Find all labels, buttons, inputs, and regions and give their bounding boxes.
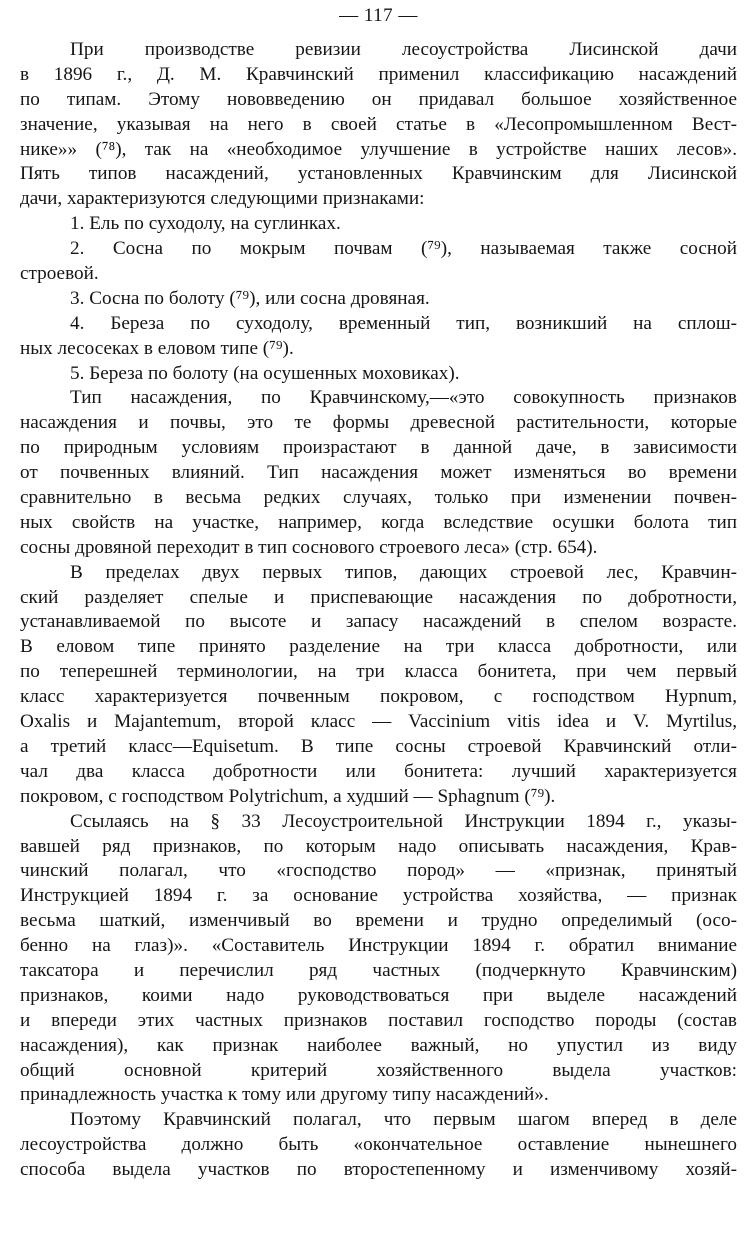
body-text (20, 38, 737, 1183)
text-line: покровом, с господством Polytrichum, а худший — Sphagnum (⁷⁹). (20, 785, 556, 807)
text-line: по теперешней терминологии, на три класса бонитета, при чем первый (20, 661, 737, 683)
text-line: нике»» (⁷⁸), так на «необходимое улучшение в устройстве наших лесов». (20, 138, 737, 160)
page-number: — 117 — (339, 5, 418, 26)
text-line: значение, указывая на него в своей статье в «Лесопромышленном Вест- (20, 113, 737, 135)
text-line: ных лесосеках в еловом типе (⁷⁹). (20, 337, 294, 359)
text-line: Oxalis и Majantemum, второй класс — Vaccinium vitis idea и V. Myrtilus, (20, 711, 737, 733)
text-line: принадлежность участка к тому или другому типу насаждений». (20, 1084, 549, 1106)
text-line: 4. Береза по суходолу, временный тип, возникший на сплош- (70, 312, 737, 334)
text-line: чинский полагал, что «господство пород» — «признак, принятый (20, 860, 737, 882)
text-line: 1. Ель по суходолу, на суглинках. (70, 213, 341, 235)
text-line: в 1896 г., Д. М. Кравчинский применил классификацию насаждений (20, 63, 737, 85)
text-line: по природным условиям произрастают в данной даче, в зависимости (20, 437, 737, 459)
text-line: лесоустройства должно быть «окончательное оставление нынешнего (20, 1134, 737, 1156)
text-line: сосны дровяной переходит в тип соснового строевого леса» (стр. 654). (20, 536, 598, 558)
text-line: насаждения и почвы, это те формы древесной растительности, которые (20, 412, 737, 434)
text-line: В пределах двух первых типов, дающих строевой лес, Кравчин- (70, 561, 737, 583)
text-line: таксатора и перечислил ряд частных (подчеркнуто Кравчинским) (20, 959, 737, 981)
text-line: общий основной критерий хозяйственного выдела участков: (20, 1059, 737, 1081)
text-line: Тип насаждения, по Кравчинскому,—«это совокупность признаков (70, 387, 737, 409)
text-line: В еловом типе принято разделение на три класса добротности, или (20, 636, 737, 658)
text-line: дачи, характеризуются следующими признаками: (20, 188, 425, 210)
text-line: способа выдела участков по второстепенному и изменчивому хозяй- (20, 1159, 737, 1181)
text-line: Поэтому Кравчинский полагал, что первым шагом вперед в деле (70, 1109, 737, 1131)
text-line: При производстве ревизии лесоустройства Лисинской дачи (70, 39, 737, 60)
text-line: устанавливаемой по высоте и запасу насаждений в спелом возрасте. (20, 611, 737, 633)
text-line: бенно на глаз)». «Составитель Инструкции 1894 г. обратил внимание (20, 935, 737, 957)
text-line: 3. Сосна по болоту (⁷⁹), или сосна дровяная. (70, 287, 430, 309)
text-line: ных свойств на участке, например, когда вследствие осушки болота тип (20, 511, 737, 533)
text-line: и впереди этих частных признаков поставил господство породы (состав (20, 1009, 737, 1031)
document-page (0, 2, 753, 1245)
text-line: вавшей ряд признаков, по которым надо описывать насаждения, Крав- (20, 835, 737, 857)
text-line: признаков, коими надо руководствоваться при выделе насаждений (20, 984, 737, 1006)
text-line: насаждения), как признак наиболее важный, но упустил из виду (20, 1034, 737, 1056)
text-line: ский разделяет спелые и приспевающие насаждения по добротности, (20, 586, 737, 608)
text-line: чал два класса добротности или бонитета: лучший характеризуется (20, 760, 737, 782)
text-line: от почвенных влияний. Тип насаждения может изменяться во времени (20, 462, 737, 484)
text-line: Пять типов насаждений, установленных Кравчинским для Лисинской (20, 163, 737, 185)
text-line: Инструкцией 1894 г. за основание устройства хозяйства, — признак (20, 885, 737, 907)
text-line: 5. Береза по болоту (на осушенных моховиках). (70, 362, 460, 384)
text-line: класс характеризуется почвенным покровом, с господством Hypnum, (20, 686, 737, 708)
text-line: строевой. (20, 263, 99, 285)
text-line: сравнительно в весьма редких случаях, только при изменении почвен- (20, 487, 737, 509)
text-line: по типам. Этому нововведению он придавал большое хозяйственное (20, 88, 737, 110)
text-line: 2. Сосна по мокрым почвам (⁷⁹), называемая также сосной (70, 238, 737, 260)
text-line: весьма шаткий, изменчивый во времени и трудно определимый (осо- (20, 910, 737, 932)
text-line: а третий класс—Equisetum. В типе сосны строевой Кравчинский отли- (20, 735, 737, 757)
text-line: Ссылаясь на § 33 Лесоустроительной Инструкции 1894 г., указы- (70, 810, 737, 832)
